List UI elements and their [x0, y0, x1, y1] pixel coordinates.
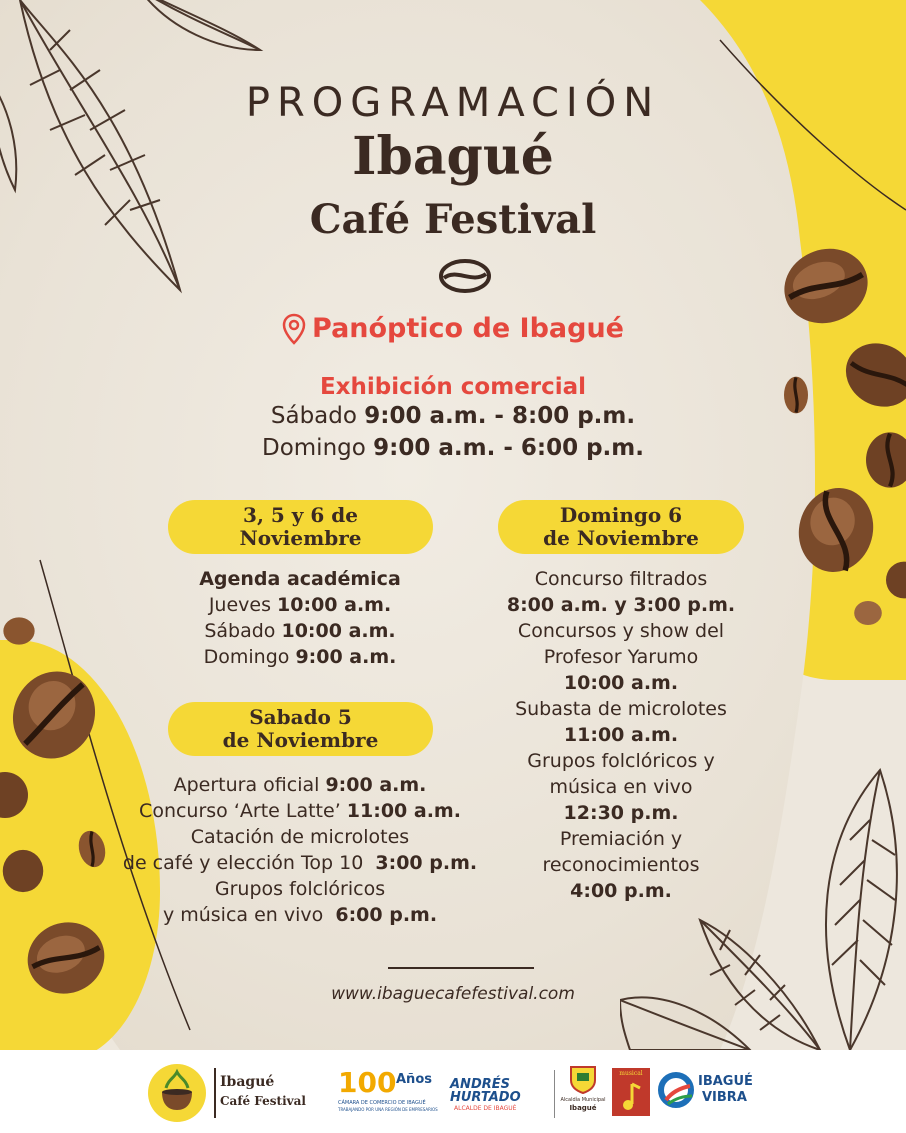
date-pill-domingo-6 — [498, 500, 744, 554]
coffee-bean-icon — [0, 740, 30, 850]
logo-text: Alcaldía Municipal — [560, 1097, 606, 1103]
academic-row — [150, 592, 450, 618]
event-row — [100, 798, 500, 824]
event-row — [100, 902, 500, 928]
camara-comercio-logo — [338, 1066, 438, 1116]
logo-text: Años — [396, 1072, 432, 1087]
event-label: Concurso filtrados — [534, 568, 708, 590]
logo-text: 100 — [338, 1066, 397, 1099]
time-label: 10:00 a.m. — [563, 672, 679, 694]
event-label: y música en vivo — [162, 904, 324, 926]
location-pin-icon — [282, 313, 306, 345]
date-pill-3-5-6 — [168, 500, 433, 554]
brand-name-line1: Ibagué — [352, 126, 554, 187]
event-label: Concurso ‘Arte Latte’ — [139, 800, 341, 822]
time-label: 11:00 a.m. — [346, 800, 461, 822]
exhibition-saturday — [0, 400, 906, 432]
event-label: música en vivo — [549, 776, 693, 798]
logo-text: IBAGUÉ — [698, 1074, 753, 1089]
logo-text: CÁMARA DE COMERCIO DE IBAGUÉ — [338, 1100, 426, 1106]
location — [0, 312, 906, 345]
event-row — [100, 772, 500, 798]
event-label: Concursos y show del — [517, 620, 725, 642]
coffee-bean-icon — [0, 614, 38, 648]
day-label: Sábado — [270, 403, 357, 429]
logo-text: musical — [619, 1070, 643, 1077]
event-label: Grupos folclóricos — [214, 878, 386, 900]
time-label: 4:00 p.m. — [570, 880, 672, 902]
coffee-bean-icon — [0, 836, 46, 906]
brand-name-line2: Café Festival — [309, 196, 597, 243]
pill-line: de Noviembre — [222, 728, 379, 752]
date-pill-sabado-5 — [168, 702, 433, 756]
vibra-circle-icon — [658, 1072, 694, 1108]
event-row — [100, 876, 500, 902]
logo-text: HURTADO — [450, 1090, 521, 1105]
logo-text: ANDRÉS — [450, 1077, 510, 1092]
day-label: Sábado — [204, 620, 276, 642]
time-label: 9:00 a.m. - 6:00 p.m. — [373, 435, 644, 461]
time-label: 6:00 p.m. — [335, 904, 438, 926]
event-label: Profesor Yarumo — [543, 646, 699, 668]
event-row — [100, 824, 500, 850]
time-label: 10:00 a.m. — [281, 620, 396, 642]
location-name: Panóptico de Ibagué — [312, 313, 624, 344]
event-row — [100, 850, 500, 876]
event-label: Premiación y — [559, 828, 683, 850]
pill-line: de Noviembre — [543, 526, 699, 550]
exhibition-section — [0, 374, 906, 464]
pill-line: Domingo 6 — [559, 503, 683, 527]
logo-text: TRABAJANDO POR UNA REGIÓN DE EMPRESARIOS — [338, 1107, 438, 1112]
alcaldia-ibague-logo — [560, 1064, 606, 1124]
andres-hurtado-logo — [450, 1078, 550, 1120]
academic-row — [150, 618, 450, 644]
ibague-musical-logo — [612, 1068, 650, 1116]
exhibition-heading: Exhibición comercial — [319, 374, 587, 400]
event-label: Apertura oficial — [173, 774, 320, 796]
day-label: Domingo — [262, 435, 366, 461]
event-label: Catación de microlotes — [190, 826, 410, 848]
time-label: 8:00 a.m. y 3:00 p.m. — [506, 594, 736, 616]
exhibition-sunday — [0, 432, 906, 464]
logo-text: Café Festival — [220, 1094, 306, 1108]
logo-text: ALCALDE DE IBAGUÉ — [454, 1105, 517, 1112]
pill-line: Sabado 5 — [249, 705, 352, 729]
sponsor-footer — [0, 1050, 906, 1133]
day-label: Domingo — [203, 646, 290, 668]
music-note-icon — [612, 1078, 650, 1116]
event-label: reconocimientos — [542, 854, 700, 876]
logo-text: VIBRA — [702, 1090, 747, 1105]
time-label: 9:00 a.m. — [325, 774, 427, 796]
pill-line: Noviembre — [239, 526, 362, 550]
ibague-cafe-festival-logo — [146, 1062, 306, 1124]
ibague-vibra-logo — [658, 1070, 762, 1114]
event-label: Subasta de microlotes — [515, 698, 727, 720]
logo-text: Ibagué — [569, 1104, 597, 1112]
time-label: 9:00 a.m. — [295, 646, 397, 668]
day-label: Jueves — [208, 594, 271, 616]
coffee-bean-emblem-icon — [438, 258, 492, 294]
academic-agenda — [150, 566, 450, 670]
divider — [388, 967, 534, 969]
sunday-events — [480, 566, 762, 904]
time-label: 10:00 a.m. — [277, 594, 392, 616]
website-link[interactable]: www.ibaguecafefestival.com — [331, 984, 575, 1004]
time-label: 11:00 a.m. — [563, 724, 679, 746]
logo-text: Ibagué — [220, 1074, 275, 1090]
event-label: de café y elección Top 10 — [122, 852, 364, 874]
academic-row — [150, 644, 450, 670]
logo-divider — [214, 1068, 216, 1118]
event-label: Grupos folclóricos y — [527, 750, 715, 772]
coffee-cup-logo-icon — [146, 1062, 208, 1124]
coat-of-arms-icon — [568, 1064, 598, 1094]
page-title: PROGRAMACIÓN — [245, 80, 661, 126]
time-label: 9:00 a.m. - 8:00 p.m. — [364, 403, 636, 429]
footer-separator — [554, 1070, 555, 1118]
time-label: 3:00 p.m. — [375, 852, 478, 874]
pill-line: 3, 5 y 6 de — [243, 503, 358, 527]
coffee-bean-icon — [850, 598, 886, 628]
coffee-bean-icon — [790, 470, 882, 590]
time-label: 12:30 p.m. — [563, 802, 679, 824]
academic-heading: Agenda académica — [199, 568, 401, 590]
saturday-events — [100, 772, 500, 928]
